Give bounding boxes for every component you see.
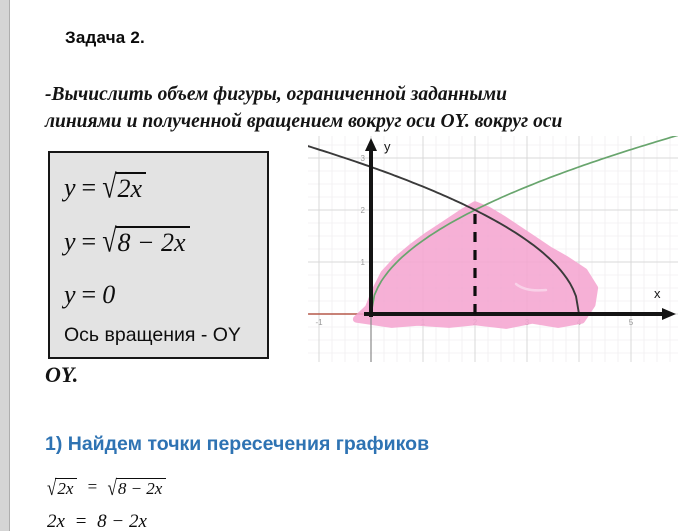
function-graph — [308, 136, 678, 362]
x-axis-label: x — [654, 286, 661, 301]
y-tick-label: 1 — [360, 258, 365, 267]
y-tick-label: 2 — [360, 206, 365, 215]
equation-linear — [47, 511, 147, 531]
y-tick-label: 3 — [360, 154, 365, 163]
radical-icon: √ — [102, 168, 117, 206]
equals-sign: = — [81, 280, 97, 310]
radicand: 8 − 2x — [116, 478, 167, 499]
problem-statement — [45, 81, 670, 135]
radical-icon: √ — [102, 221, 117, 260]
formula-y-sqrt-8-minus-2x — [64, 217, 257, 267]
radicand: 2x — [116, 172, 147, 204]
sqrt-expression — [47, 475, 77, 501]
sqrt-expression — [102, 168, 146, 206]
y-axis-label: y — [384, 139, 391, 154]
problem-line-1: -Вычислить объем фигуры, ограниченной заданными — [45, 84, 507, 105]
rotation-axis-label: Ось вращения - OY — [64, 323, 241, 346]
radical-icon: √ — [107, 475, 117, 501]
radical-icon: √ — [47, 475, 57, 501]
equation-lhs: 2x — [47, 511, 65, 531]
equals-sign: = — [75, 511, 87, 531]
problem-line-2: линиями и полученной вращением вокруг оси OY. вокруг оси — [45, 111, 563, 132]
x-tick-label: 5 — [628, 318, 634, 327]
formula-y-equals-0 — [64, 270, 257, 320]
problem-continuation: OY. — [45, 362, 79, 387]
graph-canvas — [308, 136, 678, 362]
sqrt-expression — [102, 221, 189, 260]
formula-rhs: 0 — [102, 280, 116, 310]
radicand: 2x — [55, 478, 77, 499]
equation-sqrt-equality — [47, 477, 166, 499]
formula-y-sqrt-2x — [64, 163, 257, 213]
x-tick-label: -1 — [315, 318, 323, 327]
given-formulas-box — [48, 151, 269, 359]
formula-lhs: y — [64, 280, 76, 310]
equals-sign: = — [87, 477, 98, 496]
equals-sign: = — [81, 173, 97, 202]
page-edge-strip — [0, 0, 10, 531]
equation-rhs: 8 − 2x — [97, 511, 147, 531]
formula-lhs: y — [64, 173, 76, 202]
radicand: 8 − 2x — [116, 226, 190, 258]
page-title: Задача 2. — [65, 28, 145, 47]
equals-sign: = — [81, 226, 97, 256]
sqrt-expression — [107, 475, 166, 501]
section-heading: 1) Найдем точки пересечения графиков — [45, 433, 430, 455]
y-axis-arrow-icon — [365, 138, 377, 151]
formula-lhs: y — [64, 226, 76, 256]
x-axis-arrow-icon — [662, 308, 676, 320]
